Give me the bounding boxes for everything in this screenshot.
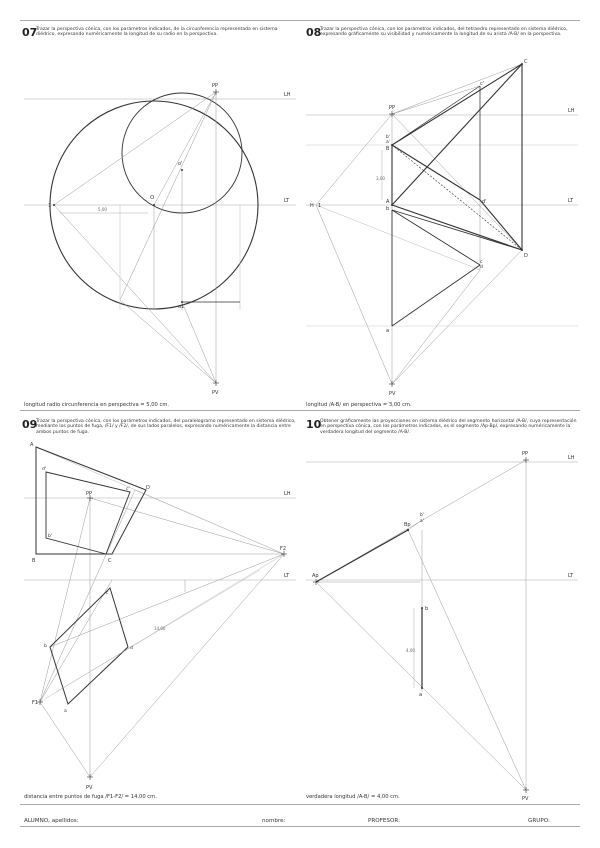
problem-number: 08 bbox=[306, 26, 322, 39]
label-pp: PP bbox=[212, 83, 219, 89]
label-o: O bbox=[150, 195, 155, 201]
label-ap: Ap bbox=[312, 573, 319, 579]
label-b-prime: b' bbox=[386, 135, 391, 140]
footer-grupo: GRUPO: bbox=[528, 818, 550, 824]
problem-answer: verdadera longitud /A-B/ = 4,00 cm. bbox=[306, 794, 400, 800]
bottom-rule bbox=[20, 804, 580, 805]
footer-rule bbox=[20, 826, 580, 827]
label-pv: PV bbox=[86, 785, 93, 791]
label-pv: PV bbox=[212, 390, 219, 396]
label-one: 1 bbox=[318, 203, 322, 209]
problem-answer: distancia entre puntos de fuga /F1-F2/ = 14,00 cm. bbox=[24, 794, 157, 800]
label-o-prime: o' bbox=[178, 161, 183, 167]
label-b-low: b bbox=[386, 206, 390, 212]
label-lt: LT bbox=[568, 198, 574, 204]
footer-profesor: PROFESOR: bbox=[368, 818, 400, 824]
label-d-prime: d' bbox=[482, 199, 487, 205]
problem-answer: longitud /A-B/ en perspectiva = 3,00 cm. bbox=[306, 402, 412, 408]
label-a-low: a bbox=[386, 328, 390, 334]
label-a-big: A bbox=[30, 442, 34, 448]
label-pp: PP bbox=[86, 491, 93, 497]
problem-10 bbox=[302, 416, 582, 804]
label-c: C bbox=[524, 59, 528, 65]
problem-number: 07 bbox=[22, 26, 38, 39]
label-c-low: c bbox=[106, 591, 109, 596]
middle-rule bbox=[20, 410, 580, 411]
label-c-low: c bbox=[480, 260, 483, 265]
problem-statement: Trazar la perspectiva cónica, con los parámetros indicados, de la circunferencia representada en sistema diédrico, expresando numéricamente la longitud de su radio en la perspectiva. bbox=[36, 27, 278, 38]
label-b-prime: b' bbox=[48, 534, 53, 539]
label-lh: LH bbox=[284, 92, 291, 98]
label-b-low: b bbox=[425, 606, 429, 612]
label-lt: LT bbox=[284, 573, 290, 579]
label-f1: F1 bbox=[32, 700, 39, 706]
label-d-big: D bbox=[146, 485, 150, 491]
label-b-low: b bbox=[44, 644, 47, 649]
label-b-big: B bbox=[32, 558, 36, 564]
label-b-prime: b' bbox=[420, 513, 425, 518]
label-lh: LH bbox=[568, 108, 575, 114]
drawing-10 bbox=[302, 442, 582, 802]
label-d-low: d bbox=[480, 265, 483, 270]
label-a-low: a bbox=[64, 709, 67, 714]
label-a-prime: a' bbox=[386, 140, 390, 145]
label-a-low: a bbox=[419, 692, 423, 698]
problem-answer: longitud radio circunferencia en perspectiva = 5,00 cm. bbox=[24, 402, 170, 408]
problem-statement: Trazar la perspectiva cónica, con los parámetros indicados, del tetraedro representado en sistema diédrico, expresando gráficamente su visibilidad y numéricamente la longitud de su arista /A-B/ en la perspectiva. bbox=[320, 27, 568, 38]
label-pv: PV bbox=[522, 796, 529, 802]
label-pp: PP bbox=[522, 451, 529, 457]
problem-statement: Trazar la perspectiva cónica, con los parámetros indicados, del paralelogramo representado en sistema diédrico, mediante los puntos de fuga, /F1/ y /F2/, de sus lados paralelos, expresando numéricamente la distancia entre ambos puntos de fuga. bbox=[36, 419, 296, 435]
problem-07 bbox=[20, 22, 300, 410]
top-rule bbox=[20, 20, 580, 21]
problem-08 bbox=[302, 22, 582, 410]
label-one: 1 bbox=[48, 203, 52, 209]
label-d-low: d bbox=[130, 646, 133, 651]
label-d-prime: d' bbox=[42, 467, 47, 472]
label-f2: F2 bbox=[280, 546, 287, 552]
label-lh: LH bbox=[568, 455, 575, 461]
label-o1: o1 bbox=[178, 304, 185, 310]
problem-09 bbox=[20, 416, 300, 804]
problem-number: 09 bbox=[22, 418, 38, 431]
label-d: D bbox=[524, 253, 528, 259]
label-b: B bbox=[386, 146, 390, 152]
label-dim: 4,00 bbox=[406, 648, 415, 653]
label-c-big: C bbox=[108, 558, 112, 564]
drawing-09 bbox=[20, 442, 300, 802]
drawing-07 bbox=[20, 50, 300, 410]
label-lt: LT bbox=[284, 198, 290, 204]
label-a-prime: a' bbox=[420, 519, 424, 524]
label-h: H bbox=[310, 203, 314, 209]
problem-number: 10 bbox=[306, 418, 322, 431]
label-bp: Bp bbox=[404, 522, 411, 528]
label-pv: PV bbox=[389, 391, 396, 397]
footer-nombre: nombre: bbox=[262, 818, 286, 824]
label-pp: PP bbox=[389, 105, 396, 111]
label-dim: 5,00 bbox=[98, 207, 107, 212]
label-lt: LT bbox=[568, 573, 574, 579]
drawing-08 bbox=[302, 50, 582, 410]
label-c-prime: c' bbox=[480, 81, 485, 87]
label-a: A bbox=[386, 199, 390, 205]
label-dim: 3,00 bbox=[376, 176, 385, 181]
footer-alumno: ALUMNO, apellidos: bbox=[24, 818, 79, 824]
label-lh: LH bbox=[284, 491, 291, 497]
label-dim: 14,00 bbox=[154, 626, 166, 631]
problem-statement: Obtener gráficamente las proyecciones en sistema diédrico del segmento horizontal /A-B/, cuya representación en perspectiva cónica, con los parámetros indicados, es el segmento /Ap-Bp/, expresando numéricamente la verdadera longitud del segmento /A-B/. bbox=[320, 419, 577, 435]
label-c-prime: c' bbox=[126, 487, 130, 492]
